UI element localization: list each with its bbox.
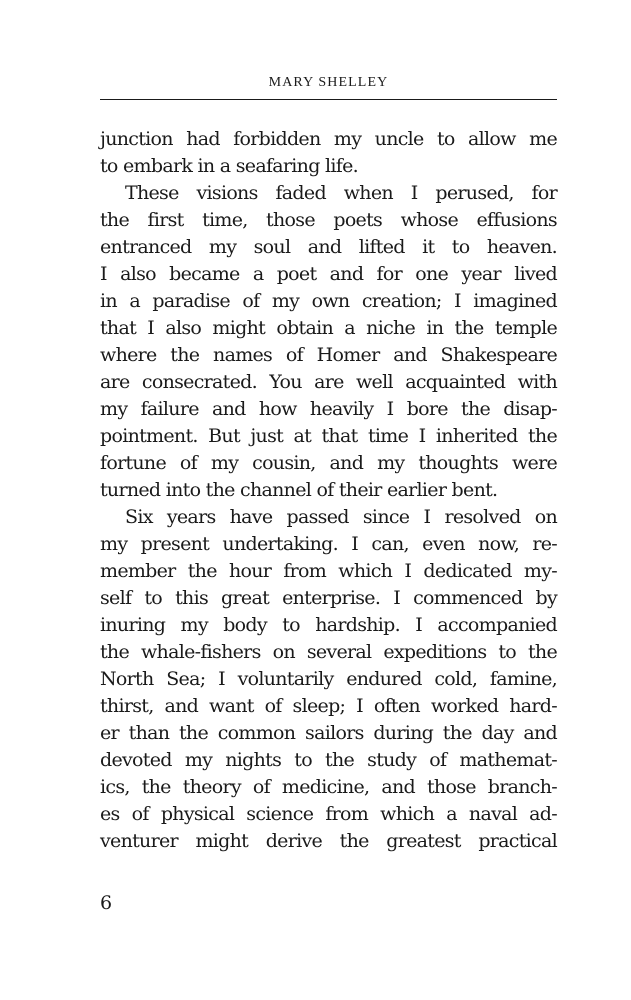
text-line: turned into the channel of their earlier bent. (100, 479, 498, 501)
text-line: my failure and how heavily I bore the disap- (100, 398, 557, 420)
text-line: junction had forbidden my uncle to allow me (100, 128, 557, 150)
text-line: entranced my soul and lifted it to heaven. (100, 236, 557, 258)
header-rule (100, 99, 557, 100)
running-head: MARY SHELLEY (268, 75, 389, 90)
text-line: North Sea; I voluntarily endured cold, famine, (100, 668, 557, 690)
text-line: es of physical science from which a naval ad- (100, 803, 557, 825)
text-line: are consecrated. You are well acquainted with (100, 371, 557, 393)
text-line: I also became a poet and for one year lived (100, 263, 557, 285)
text-line: the whale-fishers on several expeditions to the (100, 641, 557, 663)
text-line: in a paradise of my own creation; I imagined (100, 290, 557, 312)
text-line: member the hour from which I dedicated my- (100, 560, 557, 582)
text-line: fortune of my cousin, and my thoughts were (100, 452, 557, 474)
text-line: where the names of Homer and Shakespeare (100, 344, 557, 366)
text-line: that I also might obtain a niche in the temple (100, 317, 557, 339)
body-text (100, 126, 557, 855)
text-line: thirst, and want of sleep; I often worked hard- (100, 695, 557, 717)
text-line: my present undertaking. I can, even now, re- (100, 533, 557, 555)
text-line: devoted my nights to the study of mathemat- (100, 749, 557, 771)
text-line: pointment. But just at that time I inherited the (100, 425, 557, 447)
page-number: 6 (100, 892, 113, 914)
text-line: inuring my body to hardship. I accompanied (100, 614, 557, 636)
text-line: the first time, those poets whose effusions (100, 209, 557, 231)
text-line: These visions faded when I perused, for (125, 182, 557, 204)
text-line: ics, the theory of medicine, and those branch- (100, 776, 557, 798)
text-line: Six years have passed since I resolved on (125, 506, 557, 528)
text-line: to embark in a seafaring life. (100, 155, 358, 177)
text-line: er than the common sailors during the day and (100, 722, 557, 744)
text-line: self to this great enterprise. I commenced by (100, 587, 557, 609)
text-line: venturer might derive the greatest practical (100, 830, 557, 852)
